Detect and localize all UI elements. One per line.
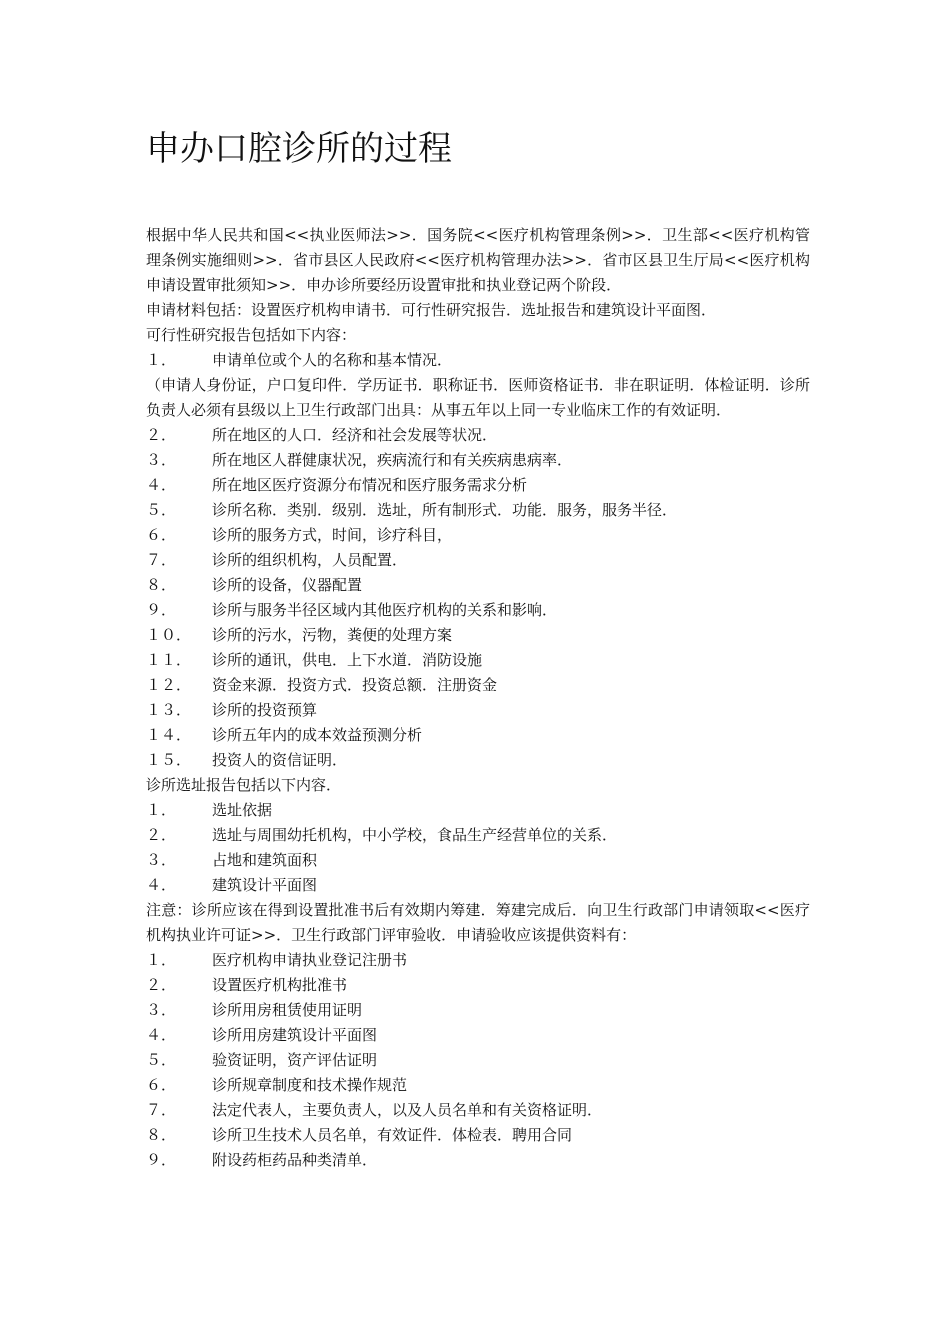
- list-item: [146, 1023, 810, 1048]
- list-item: [146, 673, 810, 698]
- list-item-number: ９．: [146, 1151, 177, 1169]
- list-item-number: １０．: [146, 626, 192, 644]
- list-item: [146, 973, 810, 998]
- list-item: [146, 873, 810, 898]
- list-item-number: １３．: [146, 701, 192, 719]
- list-item-text: 所在地区人群健康状况，疾病流行和有关疾病患病率．: [212, 451, 573, 469]
- intro-paragraph: 根据中华人民共和国<<执业医师法>>．国务院<<医疗机构管理条例>>．卫生部<<医疗机构管理条例实施细则>>．省市县区人民政府<<医疗机构管理办法>>．省市区县卫生厅局<<医疗机构申请设置审批须知>>．申办诊所要经历设置审批和执业登记两个阶段．: [146, 226, 810, 294]
- list-item-number: ６．: [146, 1076, 177, 1094]
- list-item: [146, 1073, 810, 1098]
- list-item-text: 诊所用房建筑设计平面图: [212, 1026, 378, 1044]
- list-item: [146, 948, 810, 973]
- list-item-number: ７．: [146, 551, 177, 569]
- list-item-text: 诊所五年内的成本效益预测分析: [212, 726, 423, 744]
- list-item-text: 诊所的组织机构，人员配置．: [212, 551, 408, 569]
- list-item-number: ４．: [146, 476, 177, 494]
- list-item-number: ２．: [146, 426, 177, 444]
- list-item-text: 附设药柜药品种类清单．: [212, 1151, 378, 1169]
- list-item-number: ２．: [146, 826, 177, 844]
- list-item-text: 诊所的通讯，供电．上下水道．消防设施: [212, 651, 483, 669]
- list-item-text: 选址与周围幼托机构，中小学校，食品生产经营单位的关系．: [212, 826, 618, 844]
- list-item-number: ８．: [146, 576, 177, 594]
- list-item: [146, 698, 810, 723]
- list-item-text: 诊所的设备，仪器配置: [212, 576, 363, 594]
- list-item-text: 法定代表人，主要负责人，以及人员名单和有关资格证明．: [212, 1101, 603, 1119]
- list-item: [146, 473, 810, 498]
- list-item-text: 所在地区医疗资源分布情况和医疗服务需求分析: [212, 476, 528, 494]
- list-item-text: 诊所用房租赁使用证明: [212, 1001, 363, 1019]
- list-item: [146, 598, 810, 623]
- list-item-text: 设置医疗机构批准书: [212, 976, 348, 994]
- list-item: [146, 573, 810, 598]
- list-item-text: 诊所名称．类别．级别．选址，所有制形式．功能．服务，服务半径．: [212, 501, 678, 519]
- list-item: [146, 348, 810, 373]
- list-item: [146, 548, 810, 573]
- id-note-paragraph: （申请人身份证，户口复印件．学历证书．职称证书．医师资格证书．非在职证明．体检证明．诊所负责人必须有县级以上卫生行政部门出具：从事五年以上同一专业临床工作的有效证明．: [146, 376, 810, 419]
- list-item: [146, 998, 810, 1023]
- list-item-text: 投资人的资信证明．: [212, 751, 348, 769]
- list-item-text: 诊所规章制度和技术操作规范: [212, 1076, 408, 1094]
- list-item: [146, 1098, 810, 1123]
- list-item-text: 医疗机构申请执业登记注册书: [212, 951, 408, 969]
- list-item-number: １１．: [146, 651, 192, 669]
- list-item-text: 选址依据: [212, 801, 273, 819]
- list-item-number: ５．: [146, 501, 177, 519]
- list-item: [146, 498, 810, 523]
- list-item: [146, 798, 810, 823]
- list-item-number: １５．: [146, 751, 192, 769]
- list-item-number: ４．: [146, 876, 177, 894]
- list-item-number: ４．: [146, 1026, 177, 1044]
- list-item-number: １．: [146, 951, 177, 969]
- feasibility-list-part1: [146, 348, 810, 373]
- list-item-number: ５．: [146, 1051, 177, 1069]
- list-item-text: 资金来源．投资方式．投资总额．注册资金: [212, 676, 498, 694]
- list-item-text: 诊所的投资预算: [212, 701, 318, 719]
- list-item: [146, 448, 810, 473]
- list-item-number: ２．: [146, 976, 177, 994]
- list-item-text: 诊所与服务半径区域内其他医疗机构的关系和影响．: [212, 601, 558, 619]
- list-item-number: ３．: [146, 1001, 177, 1019]
- list-item-number: ８．: [146, 1126, 177, 1144]
- list-item: [146, 623, 810, 648]
- list-item-text: 验资证明，资产评估证明: [212, 1051, 378, 1069]
- acceptance-list: [146, 948, 810, 1173]
- list-item-text: 占地和建筑面积: [212, 851, 318, 869]
- notice-paragraph: 注意：诊所应该在得到设置批准书后有效期内筹建．筹建完成后．向卫生行政部门申请领取<<医疗机构执业许可证>>．卫生行政部门评审验收．申请验收应该提供资料有：: [146, 901, 810, 944]
- list-item: [146, 723, 810, 748]
- list-item-number: ３．: [146, 451, 177, 469]
- list-item-number: ３．: [146, 851, 177, 869]
- list-item-number: ７．: [146, 1101, 177, 1119]
- materials-line: 申请材料包括：设置医疗机构申请书．可行性研究报告．选址报告和建筑设计平面图．: [146, 301, 717, 319]
- list-item-number: １４．: [146, 726, 192, 744]
- list-item-number: １．: [146, 801, 177, 819]
- list-item-number: ９．: [146, 601, 177, 619]
- list-item-number: １．: [146, 351, 177, 369]
- site-report-list: [146, 798, 810, 898]
- list-item-text: 诊所的污水，污物，粪便的处理方案: [212, 626, 453, 644]
- list-item: [146, 848, 810, 873]
- list-item: [146, 648, 810, 673]
- feasibility-heading: 可行性研究报告包括如下内容：: [146, 326, 357, 344]
- list-item-text: 申请单位或个人的名称和基本情况．: [212, 351, 453, 369]
- list-item: [146, 423, 810, 448]
- list-item-text: 所在地区的人口．经济和社会发展等状况．: [212, 426, 498, 444]
- list-item: [146, 1123, 810, 1148]
- list-item: [146, 523, 810, 548]
- site-report-heading: 诊所选址报告包括以下内容．: [146, 776, 342, 794]
- document-body: [146, 223, 810, 1173]
- list-item: [146, 748, 810, 773]
- list-item: [146, 1148, 810, 1173]
- list-item: [146, 823, 810, 848]
- list-item-text: 建筑设计平面图: [212, 876, 318, 894]
- page-title: 申办口腔诊所的过程: [146, 129, 452, 169]
- list-item-number: １２．: [146, 676, 192, 694]
- list-item: [146, 1048, 810, 1073]
- list-item-number: ６．: [146, 526, 177, 544]
- list-item-text: 诊所卫生技术人员名单，有效证件．体检表．聘用合同: [212, 1126, 573, 1144]
- feasibility-list-part2: [146, 423, 810, 773]
- list-item-text: 诊所的服务方式，时间，诊疗科目，: [212, 526, 453, 544]
